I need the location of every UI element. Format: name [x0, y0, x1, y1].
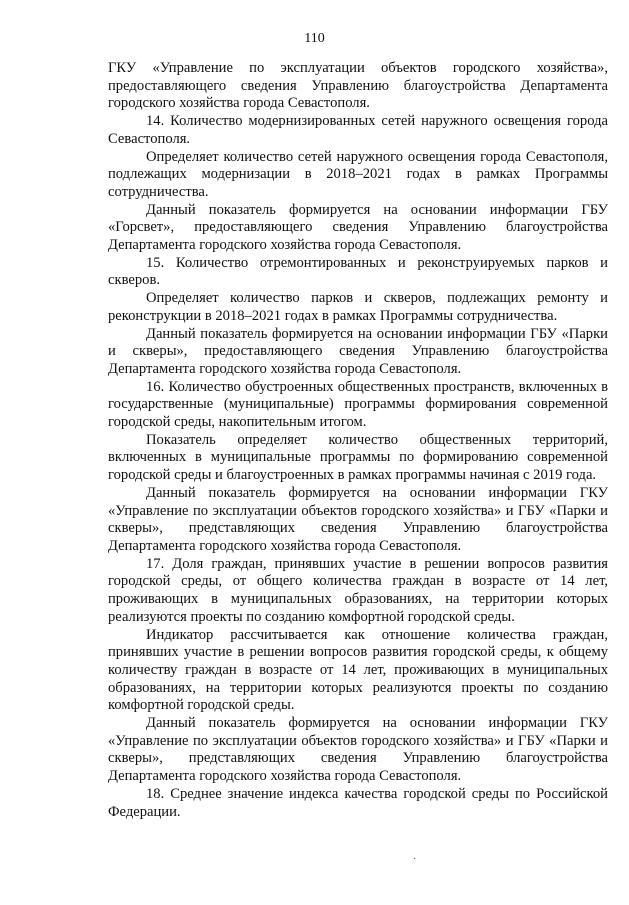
paragraph: Данный показатель формируется на основании информации ГКУ «Управление по эксплуатации объектов городского хозяйства» и ГБУ «Парки и скверы», представляющих сведения Управлению благоустройства Департамента городского хозяйства города Севастополя. [108, 715, 608, 785]
paragraph: Данный показатель формируется на основании информации ГБУ «Парки и скверы», предоставляющего сведения Управлению благоустройства Департамента городского хозяйства города Севастополя. [108, 325, 608, 377]
paragraph: Определяет количество сетей наружного освещения города Севастополя, подлежащих модернизации в 2018–2021 годах в рамках Программы сотрудничества. [108, 148, 608, 200]
item-14-heading: 14. Количество модернизированных сетей наружного освещения города Севастополя. [108, 113, 608, 147]
page-number: 110 [304, 31, 325, 46]
paragraph-continuation: ГКУ «Управление по эксплуатации объектов городского хозяйства», предоставляющего сведения Управлению благоустройства Департамента городского хозяйства города Севастополя. [108, 60, 608, 112]
paragraph: Данный показатель формируется на основании информации ГБУ «Горсвет», предоставляющего сведения Управлению благоустройства Департамента городского хозяйства города Севастополя. [108, 201, 608, 254]
paragraph: Индикатор рассчитывается как отношение количества граждан, принявших участие в решении вопросов развития городской среды, к общему количеству граждан в возрасте от 14 лет, проживающих в муниципальных образованиях, на территории которых реализуются проекты по созданию комфортной городской среды. [108, 626, 608, 714]
item-15-heading: 15. Количество отремонтированных и реконструируемых парков и скверов. [108, 254, 608, 289]
item-16-heading: 16. Количество обустроенных общественных пространств, включенных в государственные (муниципальные) программы формирования современной городской среды, накопительным итогом. [108, 378, 608, 431]
paragraph: Данный показатель формируется на основании информации ГКУ «Управление по эксплуатации объектов городского хозяйства» и ГБУ «Парки и скверы», представляющих сведения Управлению благоустройства Департамента городского хозяйства города Севастополя. [108, 484, 608, 554]
document-body [108, 60, 608, 821]
item-17-heading: 17. Доля граждан, принявших участие в решении вопросов развития городской среды, от общего количества граждан в возрасте от 14 лет, проживающих в муниципальных образованиях, на территории которых реализуются проекты по созданию комфортной городской среды. [108, 555, 608, 625]
item-18-heading: 18. Среднее значение индекса качества городской среды по Российской Федерации. [108, 785, 608, 820]
paragraph: Определяет количество парков и скверов, подлежащих ремонту и реконструкции в 2018–2021 годах в рамках Программы сотрудничества. [108, 290, 608, 324]
scan-speck: · [413, 854, 417, 865]
paragraph: Показатель определяет количество общественных территорий, включенных в муниципальные программы по формированию современной городской среды и благоустроенных в рамках программы начиная с 2019 года. [108, 431, 608, 484]
